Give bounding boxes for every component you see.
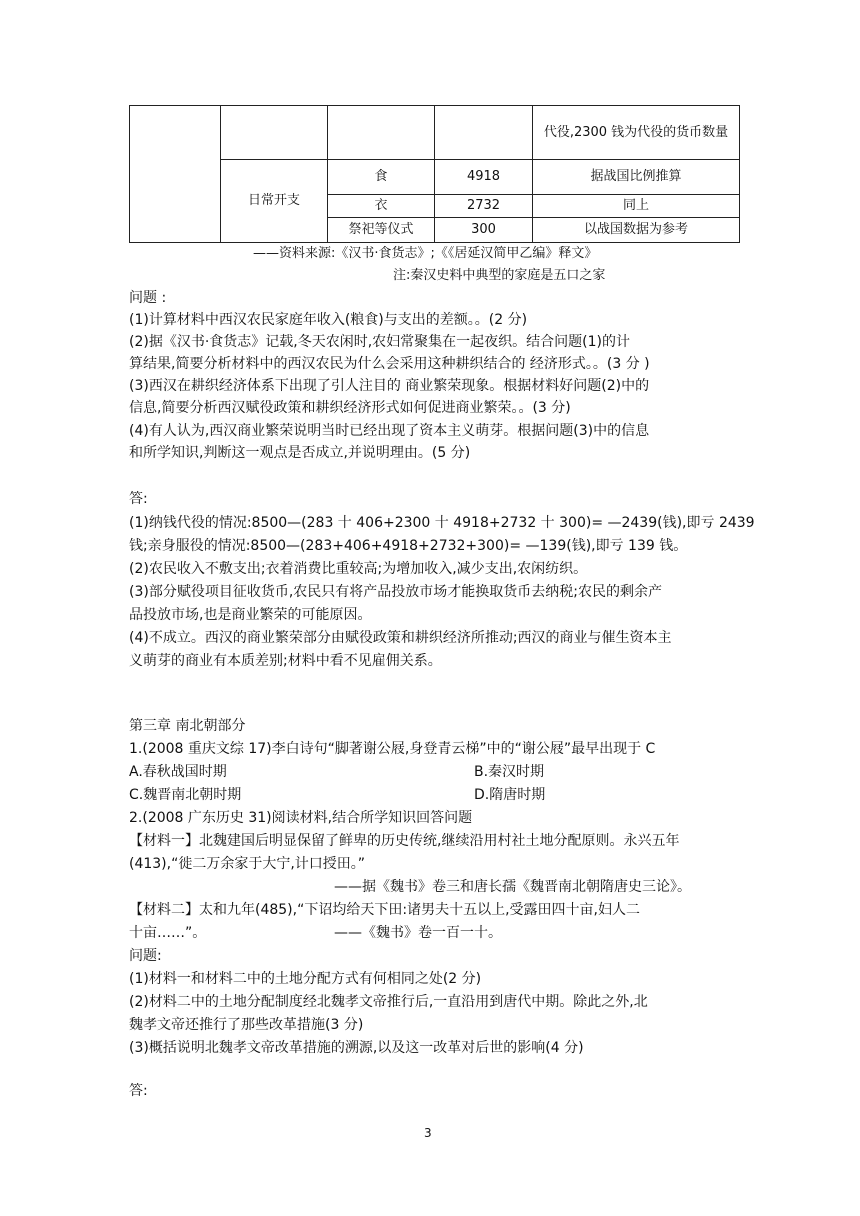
- answer-label-2: 答:: [129, 1083, 148, 1099]
- table-cell-note: 以战国数据为参考: [533, 218, 740, 243]
- question-2-line-1: (2)据《汉书·食货志》记载,冬天农闲时,农妇常聚集在一起夜织。结合问题(1)的计: [129, 334, 631, 350]
- question-1: (1)计算材料中西汉农民家庭年收入(粮食)与支出的差额。。(2 分): [129, 312, 528, 328]
- material-2-source: ——《魏书》卷一百一十。: [334, 925, 502, 941]
- answer-1-line-2: 钱;亲身服役的情况:8500—(283+406+4918+2732+300)= —139(钱),即亏 139 钱。: [129, 538, 688, 554]
- answer-4-line-2: 义萌芽的商业有本质差别;材料中看不见雇佣关系。: [129, 653, 442, 669]
- material-2-line-2: 十亩……”。: [129, 925, 207, 941]
- question-4-line-2: 和所学知识,判断这一观点是否成立,并说明理由。(5 分): [129, 445, 471, 461]
- question-2-heading: 2.(2008 广东历史 31)阅读材料,结合所学知识回答问题: [129, 810, 473, 826]
- table-cell-item: 祭祀等仪式: [328, 218, 435, 243]
- mc-option-b: B.秦汉时期: [474, 764, 545, 780]
- answer-2: (2)农民收入不敷支出;衣着消费比重较高;为增加收入,减少支出,农闲纺织。: [129, 561, 588, 577]
- mc-option-a: A.春秋战国时期: [129, 764, 227, 780]
- question-3-line-1: (3)西汉在耕织经济体系下出现了引人注目的 商业繁荣现象。根据材料好问题(2)中的: [129, 378, 650, 394]
- table-cell-item: 衣: [328, 195, 435, 218]
- answer-3-line-1: (3)部分赋役项目征收货币,农民只有将产品投放市场才能换取货币去纳税;农民的剩余产: [129, 584, 662, 600]
- table-cell: [435, 106, 533, 160]
- material-2-line-1: 【材料二】太和九年(485),“下诏均给天下田:诸男夫十五以上,受露田四十亩,妇人二: [129, 902, 640, 918]
- question-4-line-1: (4)有人认为,西汉商业繁荣说明当时已经出现了资本主义萌芽。根据问题(3)中的信息: [129, 423, 650, 439]
- page-number: 3: [424, 1126, 432, 1140]
- mc-question-1: 1.(2008 重庆文综 17)李白诗句“脚著谢公屐,身登青云梯”中的“谢公屐”最早出现于 C: [129, 741, 656, 757]
- mc-option-c: C.魏晋南北朝时期: [129, 787, 242, 803]
- table-cell-note: 代役,2300 钱为代役的货币数量: [533, 106, 740, 160]
- table-row: [130, 106, 740, 160]
- table-cell-amount: 4918: [435, 160, 533, 195]
- table-cell-amount: 300: [435, 218, 533, 243]
- part-question-1: (1)材料一和材料二中的土地分配方式有何相同之处(2 分): [129, 971, 482, 987]
- questions-label-2: 问题:: [129, 948, 162, 964]
- table-cell: [130, 106, 221, 243]
- table-cell-category: 日常开支: [221, 160, 328, 243]
- mc-option-d: D.隋唐时期: [474, 787, 546, 803]
- answer-4-line-1: (4)不成立。西汉的商业繁荣部分由赋役政策和耕织经济所推动;西汉的商业与催生资本主: [129, 630, 672, 646]
- chapter-heading: 第三章 南北朝部分: [129, 718, 246, 734]
- table-note: 注:秦汉史料中典型的家庭是五口之家: [393, 268, 606, 283]
- question-2-line-2: 算结果,简要分析材料中的西汉农民为什么会采用这种耕织结合的 经济形式。。(3 分 ): [129, 356, 650, 372]
- answer-label: 答:: [129, 491, 148, 507]
- table-cell: [221, 106, 328, 160]
- table-source: ——资料来源:《汉书·食货志》;《《居延汉简甲乙编》释文》: [253, 246, 598, 261]
- part-question-2-line-1: (2)材料二中的土地分配制度经北魏孝文帝推行后,一直沿用到唐代中期。除此之外,北: [129, 994, 648, 1010]
- table-cell: [328, 106, 435, 160]
- answer-3-line-2: 品投放市场,也是商业繁荣的可能原因。: [129, 607, 372, 623]
- questions-label: 问题 :: [129, 290, 167, 306]
- part-question-3: (3)概括说明北魏孝文帝改革措施的溯源,以及这一改革对后世的影响(4 分): [129, 1040, 584, 1056]
- table-cell-item: 食: [328, 160, 435, 195]
- material-1-line-2: (413),“徙二万余家于大宁,计口授田。”: [129, 856, 366, 872]
- part-question-2-line-2: 魏孝文帝还推行了那些改革措施(3 分): [129, 1017, 364, 1033]
- table-cell-amount: 2732: [435, 195, 533, 218]
- material-1-source: ——据《魏书》卷三和唐长孺《魏晋南北朝隋唐史三论》。: [334, 879, 691, 895]
- expense-table: [129, 105, 740, 243]
- table-row: [130, 160, 740, 195]
- table-cell-note: 同上: [533, 195, 740, 218]
- answer-1-line-1: (1)纳钱代役的情况:8500—(283 十 406+2300 十 4918+2732 十 300)= —2439(钱),即亏 2439: [129, 515, 755, 531]
- question-3-line-2: 信息,简要分析西汉赋役政策和耕织经济形式如何促进商业繁荣。。(3 分): [129, 400, 571, 416]
- material-1-line-1: 【材料一】北魏建国后明显保留了鲜卑的历史传统,继续沿用村社土地分配原则。永兴五年: [129, 833, 680, 849]
- table-cell-note: 据战国比例推算: [533, 160, 740, 195]
